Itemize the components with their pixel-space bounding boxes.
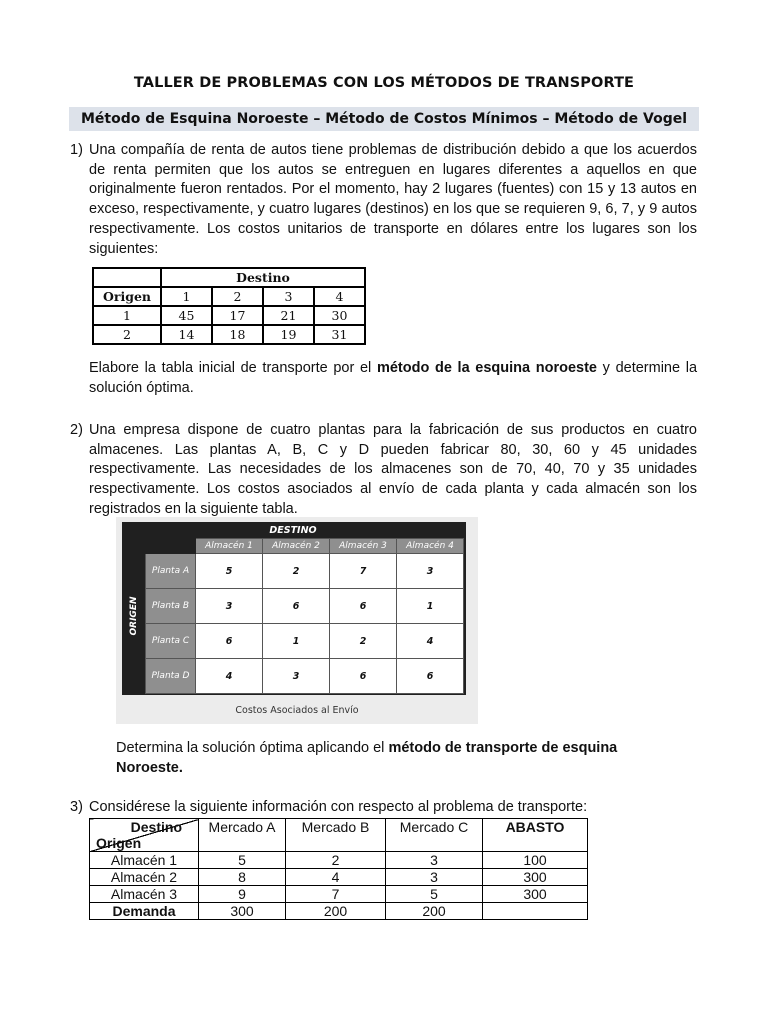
table-cell: 7 xyxy=(286,886,386,903)
table-cell: 200 xyxy=(386,903,483,920)
origen-side-label xyxy=(124,538,144,694)
table-cell: 17 xyxy=(212,306,263,325)
table-cell: 1 xyxy=(397,589,464,624)
column-header: 3 xyxy=(263,287,314,306)
table-cell: 5 xyxy=(196,554,263,589)
table-cell: 4 xyxy=(196,659,263,694)
table-cell: 3 xyxy=(263,659,330,694)
table-cell: 21 xyxy=(263,306,314,325)
instruction-text-end: y determine la solución óptima. xyxy=(89,360,698,396)
table-cell: 6 xyxy=(330,589,397,624)
table-cell: 6 xyxy=(196,624,263,659)
table-cell: 300 xyxy=(199,903,286,920)
column-header: 4 xyxy=(314,287,365,306)
table-cell: 300 xyxy=(483,869,588,886)
column-header: Almacén 2 xyxy=(263,539,330,554)
table-cell: 2 xyxy=(263,554,330,589)
problem-3-text: Considérese la siguiente información con respecto al problema de transporte: xyxy=(89,799,588,815)
table-cell: 3 xyxy=(386,869,483,886)
row-header: Almacén 1 xyxy=(90,852,199,869)
problem-3-transport-table xyxy=(89,818,588,920)
table-cell: 5 xyxy=(386,886,483,903)
column-header: 1 xyxy=(161,287,212,306)
demand-label: Demanda xyxy=(90,903,199,920)
table-row xyxy=(90,886,588,903)
table-cell: 300 xyxy=(483,886,588,903)
table-cell: 2 xyxy=(330,624,397,659)
table-cell: 6 xyxy=(263,589,330,624)
instruction-method: método de la esquina noroeste xyxy=(376,360,597,376)
column-header: Mercado A xyxy=(199,819,286,852)
problem-2-number: 2) xyxy=(70,422,83,438)
table-cell: 30 xyxy=(314,306,365,325)
row-header: Planta A xyxy=(146,554,196,589)
table-cell: 45 xyxy=(161,306,212,325)
table-cell: 1 xyxy=(263,624,330,659)
origen-header: Origen xyxy=(93,287,161,306)
table-row xyxy=(90,869,588,886)
problem-1-instruction xyxy=(89,359,697,398)
table-row xyxy=(90,852,588,869)
problem-2-text: Una empresa dispone de cuatro plantas para la fabricación de sus productos en cuatro almacenes. Las plantas A, B, C y D pueden fabricar 80, 30, 60 y 45 unidades respectivamente. Las necesidades de los almacenes son de 70, 40, 70 y 35 unidades respectivamente. Los costos asociados al envío de cada planta y cada almacén son los registrados en la siguiente tabla. xyxy=(89,422,697,517)
page-subtitle: Método de Esquina Noroeste – Método de Costos Mínimos – Método de Vogel xyxy=(69,107,699,131)
column-header: Mercado C xyxy=(386,819,483,852)
row-header: Planta B xyxy=(146,589,196,624)
row-header: 2 xyxy=(93,325,161,344)
row-header: 1 xyxy=(93,306,161,325)
column-header: Mercado B xyxy=(286,819,386,852)
table-row xyxy=(93,325,365,344)
row-header: Almacén 2 xyxy=(90,869,199,886)
table-row xyxy=(146,589,464,624)
table-caption: Costos Asociados al Envío xyxy=(235,705,359,716)
table-cell: 14 xyxy=(161,325,212,344)
problem-2-cost-table xyxy=(145,538,464,694)
table-corner-cell xyxy=(146,539,196,554)
table-cell xyxy=(483,903,588,920)
table-cell: 100 xyxy=(483,852,588,869)
problem-1-cost-table xyxy=(92,267,366,345)
table-cell: 18 xyxy=(212,325,263,344)
table-row xyxy=(93,306,365,325)
table-row xyxy=(146,624,464,659)
row-header: Almacén 3 xyxy=(90,886,199,903)
table-cell: 4 xyxy=(397,624,464,659)
table-cell: 6 xyxy=(397,659,464,694)
problem-1-number: 1) xyxy=(70,142,83,158)
table-row-demand xyxy=(90,903,588,920)
origen-label: ORIGEN xyxy=(129,596,139,636)
instruction-method: método de transporte de esquina Noroeste. xyxy=(116,740,618,776)
column-header: Almacén 3 xyxy=(330,539,397,554)
table-corner-cell xyxy=(93,268,161,287)
table-cell: 3 xyxy=(386,852,483,869)
column-header: Almacén 1 xyxy=(196,539,263,554)
page-title: TALLER DE PROBLEMAS CON LOS MÉTODOS DE TRANSPORTE xyxy=(133,75,635,91)
table-row xyxy=(146,659,464,694)
table-cell: 3 xyxy=(196,589,263,624)
table-row xyxy=(146,554,464,589)
table-cell: 4 xyxy=(286,869,386,886)
column-header: 2 xyxy=(212,287,263,306)
column-header-abasto: ABASTO xyxy=(483,819,588,852)
destino-header: Destino xyxy=(130,819,182,835)
destino-header: Destino xyxy=(161,268,365,287)
table-cell: 2 xyxy=(286,852,386,869)
diagonal-header-cell xyxy=(90,819,199,852)
destino-header: DESTINO xyxy=(269,525,317,536)
problem-1-text: Una compañía de renta de autos tiene problemas de distribución debido a que los acuerdos de renta permiten que los autos se entreguen en lugares diferentes a aquellos en que originalmente fueron rentados. Por el momento, hay 2 lugares (fuentes) con 15 y 13 autos en exceso, respectivamente, y cuatro lugares (destinos) en los que se requieren 9, 6, 7, y 9 autos respectivamente. Los costos unitarios de transporte en dólares entre los lugares son los siguientes: xyxy=(89,142,697,257)
problem-2-instruction xyxy=(116,739,676,778)
table-cell: 19 xyxy=(263,325,314,344)
row-header: Planta D xyxy=(146,659,196,694)
table-cell: 7 xyxy=(330,554,397,589)
table-cell: 200 xyxy=(286,903,386,920)
column-header: Almacén 4 xyxy=(397,539,464,554)
table-cell: 8 xyxy=(199,869,286,886)
instruction-text: Elabore la tabla inicial de transporte por el xyxy=(89,360,377,376)
table-cell: 5 xyxy=(199,852,286,869)
table-cell: 3 xyxy=(397,554,464,589)
table-cell: 31 xyxy=(314,325,365,344)
table-cell: 9 xyxy=(199,886,286,903)
problem-3-number: 3) xyxy=(70,799,83,815)
table-cell: 6 xyxy=(330,659,397,694)
origen-header: Origen xyxy=(96,835,142,851)
row-header: Planta C xyxy=(146,624,196,659)
instruction-text: Determina la solución óptima aplicando el xyxy=(116,740,389,756)
